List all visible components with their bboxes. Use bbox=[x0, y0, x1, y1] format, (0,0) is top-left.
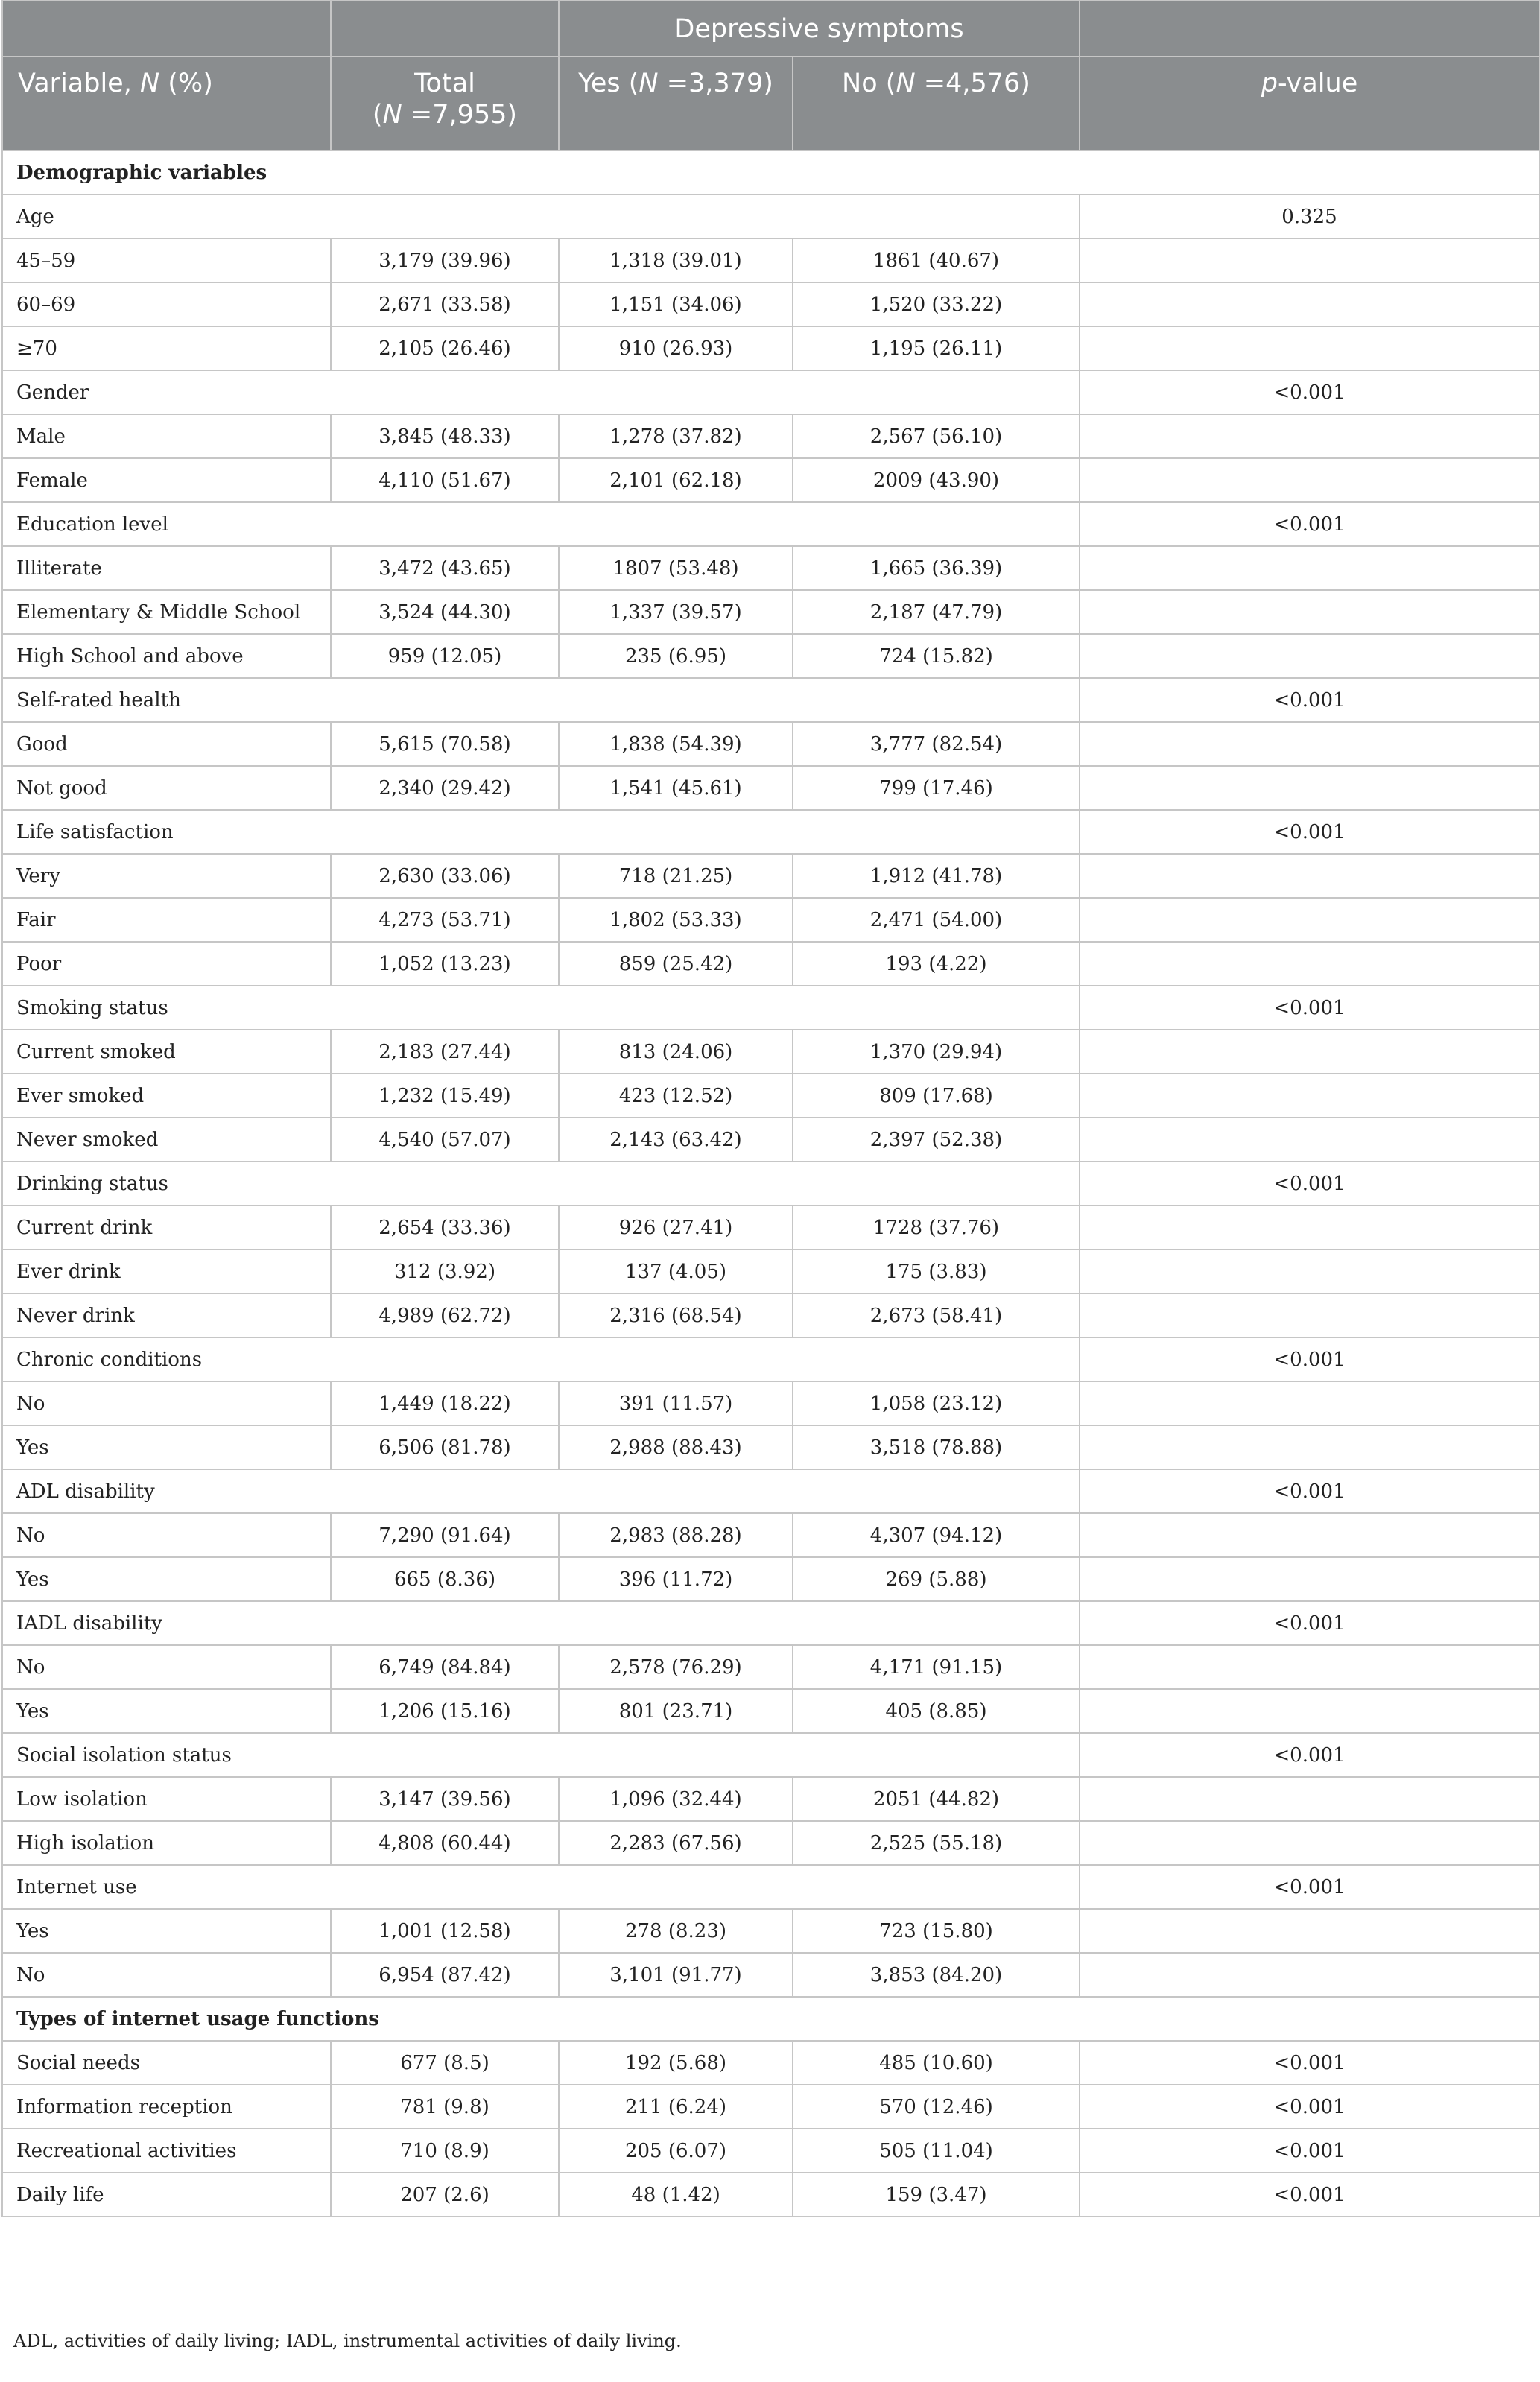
total-cell: 1,232 (15.49) bbox=[331, 1074, 559, 1118]
section-label: Types of internet usage functions bbox=[2, 1997, 1539, 2041]
p-value-cell bbox=[1080, 1074, 1539, 1118]
p-value-cell bbox=[1080, 590, 1539, 634]
category-label: Chronic conditions bbox=[2, 1337, 1080, 1381]
yes-cell: 1,541 (45.61) bbox=[559, 766, 793, 810]
total-cell: 6,749 (84.84) bbox=[331, 1645, 559, 1689]
category-label: Life satisfaction bbox=[2, 810, 1080, 854]
header-blank-left bbox=[2, 1, 331, 57]
p-value-cell: <0.001 bbox=[1080, 2129, 1539, 2173]
total-cell: 2,630 (33.06) bbox=[331, 854, 559, 898]
no-cell: 1,665 (36.39) bbox=[793, 546, 1080, 590]
no-cell: 4,307 (94.12) bbox=[793, 1513, 1080, 1557]
no-cell: 2,567 (56.10) bbox=[793, 414, 1080, 458]
row-label: Ever smoked bbox=[2, 1074, 331, 1118]
row-label: ≥70 bbox=[2, 326, 331, 370]
no-cell: 2,187 (47.79) bbox=[793, 590, 1080, 634]
total-cell: 4,808 (60.44) bbox=[331, 1821, 559, 1865]
header-yes bbox=[559, 57, 793, 151]
p-value-cell: <0.001 bbox=[1080, 2041, 1539, 2085]
table-row bbox=[2, 898, 1539, 942]
data-table bbox=[1, 0, 1540, 2217]
total-cell: 4,110 (51.67) bbox=[331, 458, 559, 502]
p-value-cell bbox=[1080, 1381, 1539, 1425]
category-label: Drinking status bbox=[2, 1162, 1080, 1206]
no-cell: 2,673 (58.41) bbox=[793, 1293, 1080, 1337]
p-value-cell bbox=[1080, 1557, 1539, 1601]
p-value-cell bbox=[1080, 1689, 1539, 1733]
row-label: No bbox=[2, 1645, 331, 1689]
no-cell: 1,520 (33.22) bbox=[793, 282, 1080, 326]
category-label: Social isolation status bbox=[2, 1733, 1080, 1777]
yes-cell: 396 (11.72) bbox=[559, 1557, 793, 1601]
yes-cell: 926 (27.41) bbox=[559, 1206, 793, 1249]
no-cell: 2,397 (52.38) bbox=[793, 1118, 1080, 1162]
yes-cell: 718 (21.25) bbox=[559, 854, 793, 898]
p-value-cell bbox=[1080, 414, 1539, 458]
header-yes-pre: Yes ( bbox=[578, 69, 639, 98]
no-cell: 1,370 (29.94) bbox=[793, 1030, 1080, 1074]
yes-cell: 1807 (53.48) bbox=[559, 546, 793, 590]
total-cell: 959 (12.05) bbox=[331, 634, 559, 678]
p-value-cell: <0.001 bbox=[1080, 370, 1539, 414]
yes-cell: 205 (6.07) bbox=[559, 2129, 793, 2173]
no-cell: 159 (3.47) bbox=[793, 2173, 1080, 2217]
no-cell: 193 (4.22) bbox=[793, 942, 1080, 986]
p-value-cell: <0.001 bbox=[1080, 1162, 1539, 1206]
header-variable bbox=[2, 57, 331, 151]
header-p-italic: p bbox=[1261, 69, 1278, 98]
header-p-suffix: -value bbox=[1277, 69, 1358, 98]
no-cell: 4,171 (91.15) bbox=[793, 1645, 1080, 1689]
p-value-cell bbox=[1080, 1953, 1539, 1997]
no-cell: 723 (15.80) bbox=[793, 1909, 1080, 1953]
total-cell: 3,472 (43.65) bbox=[331, 546, 559, 590]
yes-cell: 813 (24.06) bbox=[559, 1030, 793, 1074]
yes-cell: 3,101 (91.77) bbox=[559, 1953, 793, 1997]
total-cell: 6,954 (87.42) bbox=[331, 1953, 559, 1997]
p-value-cell: <0.001 bbox=[1080, 1865, 1539, 1909]
no-cell: 485 (10.60) bbox=[793, 2041, 1080, 2085]
total-cell: 2,105 (26.46) bbox=[331, 326, 559, 370]
row-label: Female bbox=[2, 458, 331, 502]
total-cell: 3,147 (39.56) bbox=[331, 1777, 559, 1821]
total-cell: 3,179 (39.96) bbox=[331, 238, 559, 282]
table-row bbox=[2, 1777, 1539, 1821]
row-label: No bbox=[2, 1953, 331, 1997]
category-row bbox=[2, 502, 1539, 546]
no-cell: 2051 (44.82) bbox=[793, 1777, 1080, 1821]
category-row bbox=[2, 1733, 1539, 1777]
table-row bbox=[2, 1118, 1539, 1162]
p-value-cell bbox=[1080, 1513, 1539, 1557]
header-yes-post: =3,379) bbox=[658, 69, 773, 98]
row-label: Fair bbox=[2, 898, 331, 942]
yes-cell: 137 (4.05) bbox=[559, 1249, 793, 1293]
table-row bbox=[2, 282, 1539, 326]
header-blank-total bbox=[331, 1, 559, 57]
table-row bbox=[2, 1425, 1539, 1469]
p-value-cell bbox=[1080, 1645, 1539, 1689]
no-cell: 1728 (37.76) bbox=[793, 1206, 1080, 1249]
total-cell: 2,671 (33.58) bbox=[331, 282, 559, 326]
p-value-cell: <0.001 bbox=[1080, 502, 1539, 546]
no-cell: 3,518 (78.88) bbox=[793, 1425, 1080, 1469]
yes-cell: 1,838 (54.39) bbox=[559, 722, 793, 766]
header-total-post: =7,955) bbox=[402, 100, 518, 130]
table-row bbox=[2, 1030, 1539, 1074]
no-cell: 3,777 (82.54) bbox=[793, 722, 1080, 766]
yes-cell: 211 (6.24) bbox=[559, 2085, 793, 2129]
total-cell: 3,524 (44.30) bbox=[331, 590, 559, 634]
total-cell: 3,845 (48.33) bbox=[331, 414, 559, 458]
header-row-group bbox=[2, 1, 1539, 57]
no-cell: 3,853 (84.20) bbox=[793, 1953, 1080, 1997]
yes-cell: 2,101 (62.18) bbox=[559, 458, 793, 502]
row-label: High isolation bbox=[2, 1821, 331, 1865]
p-value-cell bbox=[1080, 942, 1539, 986]
no-cell: 1,058 (23.12) bbox=[793, 1381, 1080, 1425]
yes-cell: 2,143 (63.42) bbox=[559, 1118, 793, 1162]
total-cell: 781 (9.8) bbox=[331, 2085, 559, 2129]
p-value-cell: <0.001 bbox=[1080, 1337, 1539, 1381]
no-cell: 269 (5.88) bbox=[793, 1557, 1080, 1601]
row-label: 60–69 bbox=[2, 282, 331, 326]
p-value-cell bbox=[1080, 854, 1539, 898]
p-value-cell bbox=[1080, 238, 1539, 282]
category-label: Education level bbox=[2, 502, 1080, 546]
total-cell: 4,989 (62.72) bbox=[331, 1293, 559, 1337]
p-value-cell bbox=[1080, 1777, 1539, 1821]
header-depressive-symptoms: Depressive symptoms bbox=[559, 1, 1080, 57]
yes-cell: 2,578 (76.29) bbox=[559, 1645, 793, 1689]
table-footnote: ADL, activities of daily living; IADL, instrumental activities of daily living. bbox=[13, 2331, 682, 2351]
table-row bbox=[2, 634, 1539, 678]
row-label: Never smoked bbox=[2, 1118, 331, 1162]
p-value-cell: 0.325 bbox=[1080, 194, 1539, 238]
row-label: Yes bbox=[2, 1909, 331, 1953]
row-label: Social needs bbox=[2, 2041, 331, 2085]
category-row bbox=[2, 810, 1539, 854]
p-value-cell: <0.001 bbox=[1080, 986, 1539, 1030]
yes-cell: 192 (5.68) bbox=[559, 2041, 793, 2085]
yes-cell: 2,988 (88.43) bbox=[559, 1425, 793, 1469]
no-cell: 809 (17.68) bbox=[793, 1074, 1080, 1118]
table-row bbox=[2, 458, 1539, 502]
no-cell: 1,195 (26.11) bbox=[793, 326, 1080, 370]
table-row bbox=[2, 1249, 1539, 1293]
p-value-cell bbox=[1080, 1118, 1539, 1162]
category-label: Smoking status bbox=[2, 986, 1080, 1030]
p-value-cell bbox=[1080, 326, 1539, 370]
p-value-cell: <0.001 bbox=[1080, 1601, 1539, 1645]
table-row bbox=[2, 1557, 1539, 1601]
total-cell: 1,206 (15.16) bbox=[331, 1689, 559, 1733]
header-no-post: =4,576) bbox=[915, 69, 1030, 98]
table-row bbox=[2, 1909, 1539, 1953]
total-cell: 677 (8.5) bbox=[331, 2041, 559, 2085]
total-cell: 1,449 (18.22) bbox=[331, 1381, 559, 1425]
section-row bbox=[2, 151, 1539, 194]
yes-cell: 235 (6.95) bbox=[559, 634, 793, 678]
table-row bbox=[2, 1689, 1539, 1733]
header-variable-pre: Variable, bbox=[18, 69, 140, 98]
p-value-cell bbox=[1080, 1909, 1539, 1953]
table-row bbox=[2, 1953, 1539, 1997]
category-row bbox=[2, 678, 1539, 722]
no-cell: 2,471 (54.00) bbox=[793, 898, 1080, 942]
no-cell: 2009 (43.90) bbox=[793, 458, 1080, 502]
table-row bbox=[2, 590, 1539, 634]
header-variable-n: N bbox=[139, 69, 160, 98]
row-label: Ever drink bbox=[2, 1249, 331, 1293]
table-row bbox=[2, 1821, 1539, 1865]
p-value-cell: <0.001 bbox=[1080, 1733, 1539, 1777]
table-row bbox=[2, 2041, 1539, 2085]
total-cell: 312 (3.92) bbox=[331, 1249, 559, 1293]
category-label: Gender bbox=[2, 370, 1080, 414]
category-row bbox=[2, 194, 1539, 238]
yes-cell: 801 (23.71) bbox=[559, 1689, 793, 1733]
category-row bbox=[2, 1337, 1539, 1381]
yes-cell: 2,983 (88.28) bbox=[559, 1513, 793, 1557]
table-body bbox=[2, 151, 1539, 2217]
section-label: Demographic variables bbox=[2, 151, 1539, 194]
p-value-cell bbox=[1080, 546, 1539, 590]
header-row-columns bbox=[2, 57, 1539, 151]
category-label: ADL disability bbox=[2, 1469, 1080, 1513]
yes-cell: 1,337 (39.57) bbox=[559, 590, 793, 634]
row-label: Information reception bbox=[2, 2085, 331, 2129]
yes-cell: 48 (1.42) bbox=[559, 2173, 793, 2217]
table-row bbox=[2, 722, 1539, 766]
header-yes-n: N bbox=[639, 69, 659, 98]
table-row bbox=[2, 2173, 1539, 2217]
category-label: IADL disability bbox=[2, 1601, 1080, 1645]
p-value-cell: <0.001 bbox=[1080, 2085, 1539, 2129]
yes-cell: 1,151 (34.06) bbox=[559, 282, 793, 326]
p-value-cell: <0.001 bbox=[1080, 678, 1539, 722]
p-value-cell bbox=[1080, 1821, 1539, 1865]
category-row bbox=[2, 1601, 1539, 1645]
row-label: Not good bbox=[2, 766, 331, 810]
yes-cell: 423 (12.52) bbox=[559, 1074, 793, 1118]
row-label: Illiterate bbox=[2, 546, 331, 590]
table-row bbox=[2, 2129, 1539, 2173]
table-row bbox=[2, 1513, 1539, 1557]
p-value-cell bbox=[1080, 766, 1539, 810]
category-row bbox=[2, 370, 1539, 414]
total-cell: 5,615 (70.58) bbox=[331, 722, 559, 766]
table-row bbox=[2, 1074, 1539, 1118]
category-row bbox=[2, 986, 1539, 1030]
total-cell: 1,052 (13.23) bbox=[331, 942, 559, 986]
p-value-cell bbox=[1080, 1425, 1539, 1469]
row-label: Good bbox=[2, 722, 331, 766]
header-no-pre: No ( bbox=[842, 69, 896, 98]
no-cell: 1,912 (41.78) bbox=[793, 854, 1080, 898]
p-value-cell: <0.001 bbox=[1080, 2173, 1539, 2217]
total-cell: 6,506 (81.78) bbox=[331, 1425, 559, 1469]
category-label: Internet use bbox=[2, 1865, 1080, 1909]
row-label: Never drink bbox=[2, 1293, 331, 1337]
header-variable-post: (%) bbox=[159, 69, 213, 98]
header-p-value bbox=[1080, 57, 1539, 151]
row-label: Daily life bbox=[2, 2173, 331, 2217]
no-cell: 799 (17.46) bbox=[793, 766, 1080, 810]
row-label: High School and above bbox=[2, 634, 331, 678]
table-row bbox=[2, 1293, 1539, 1337]
no-cell: 1861 (40.67) bbox=[793, 238, 1080, 282]
row-label: Recreational activities bbox=[2, 2129, 331, 2173]
category-label: Self-rated health bbox=[2, 678, 1080, 722]
table-row bbox=[2, 2085, 1539, 2129]
header-total-line1: Total bbox=[414, 69, 475, 98]
table-row bbox=[2, 1381, 1539, 1425]
p-value-cell bbox=[1080, 1030, 1539, 1074]
header-total-n: N bbox=[382, 100, 402, 130]
total-cell: 665 (8.36) bbox=[331, 1557, 559, 1601]
yes-cell: 859 (25.42) bbox=[559, 942, 793, 986]
header-no bbox=[793, 57, 1080, 151]
table-header bbox=[2, 1, 1539, 151]
no-cell: 570 (12.46) bbox=[793, 2085, 1080, 2129]
yes-cell: 2,283 (67.56) bbox=[559, 1821, 793, 1865]
row-label: Elementary & Middle School bbox=[2, 590, 331, 634]
header-total bbox=[331, 57, 559, 151]
yes-cell: 1,096 (32.44) bbox=[559, 1777, 793, 1821]
p-value-cell bbox=[1080, 898, 1539, 942]
row-label: Yes bbox=[2, 1425, 331, 1469]
row-label: No bbox=[2, 1513, 331, 1557]
p-value-cell bbox=[1080, 722, 1539, 766]
section-row bbox=[2, 1997, 1539, 2041]
yes-cell: 1,802 (53.33) bbox=[559, 898, 793, 942]
p-value-cell bbox=[1080, 1206, 1539, 1249]
p-value-cell bbox=[1080, 634, 1539, 678]
header-no-n: N bbox=[896, 69, 916, 98]
no-cell: 405 (8.85) bbox=[793, 1689, 1080, 1733]
table-row bbox=[2, 1206, 1539, 1249]
header-blank-right bbox=[1080, 1, 1539, 57]
category-label: Age bbox=[2, 194, 1080, 238]
no-cell: 2,525 (55.18) bbox=[793, 1821, 1080, 1865]
row-label: Yes bbox=[2, 1689, 331, 1733]
total-cell: 2,340 (29.42) bbox=[331, 766, 559, 810]
total-cell: 2,654 (33.36) bbox=[331, 1206, 559, 1249]
total-cell: 4,273 (53.71) bbox=[331, 898, 559, 942]
yes-cell: 1,318 (39.01) bbox=[559, 238, 793, 282]
table-row bbox=[2, 414, 1539, 458]
yes-cell: 391 (11.57) bbox=[559, 1381, 793, 1425]
total-cell: 710 (8.9) bbox=[331, 2129, 559, 2173]
category-row bbox=[2, 1865, 1539, 1909]
yes-cell: 278 (8.23) bbox=[559, 1909, 793, 1953]
row-label: 45–59 bbox=[2, 238, 331, 282]
no-cell: 724 (15.82) bbox=[793, 634, 1080, 678]
row-label: Very bbox=[2, 854, 331, 898]
total-cell: 7,290 (91.64) bbox=[331, 1513, 559, 1557]
p-value-cell bbox=[1080, 458, 1539, 502]
table-row bbox=[2, 942, 1539, 986]
yes-cell: 1,278 (37.82) bbox=[559, 414, 793, 458]
header-total-pre: ( bbox=[372, 100, 383, 130]
p-value-cell: <0.001 bbox=[1080, 810, 1539, 854]
no-cell: 175 (3.83) bbox=[793, 1249, 1080, 1293]
p-value-cell bbox=[1080, 282, 1539, 326]
total-cell: 207 (2.6) bbox=[331, 2173, 559, 2217]
table-row bbox=[2, 766, 1539, 810]
total-cell: 4,540 (57.07) bbox=[331, 1118, 559, 1162]
p-value-cell: <0.001 bbox=[1080, 1469, 1539, 1513]
yes-cell: 910 (26.93) bbox=[559, 326, 793, 370]
yes-cell: 2,316 (68.54) bbox=[559, 1293, 793, 1337]
row-label: Current drink bbox=[2, 1206, 331, 1249]
table-row bbox=[2, 1645, 1539, 1689]
total-cell: 2,183 (27.44) bbox=[331, 1030, 559, 1074]
table-row bbox=[2, 854, 1539, 898]
row-label: Low isolation bbox=[2, 1777, 331, 1821]
p-value-cell bbox=[1080, 1293, 1539, 1337]
table-row bbox=[2, 546, 1539, 590]
row-label: Current smoked bbox=[2, 1030, 331, 1074]
no-cell: 505 (11.04) bbox=[793, 2129, 1080, 2173]
row-label: Poor bbox=[2, 942, 331, 986]
category-row bbox=[2, 1162, 1539, 1206]
total-cell: 1,001 (12.58) bbox=[331, 1909, 559, 1953]
table-row bbox=[2, 326, 1539, 370]
table-row bbox=[2, 238, 1539, 282]
category-row bbox=[2, 1469, 1539, 1513]
p-value-cell bbox=[1080, 1249, 1539, 1293]
row-label: Male bbox=[2, 414, 331, 458]
row-label: No bbox=[2, 1381, 331, 1425]
row-label: Yes bbox=[2, 1557, 331, 1601]
